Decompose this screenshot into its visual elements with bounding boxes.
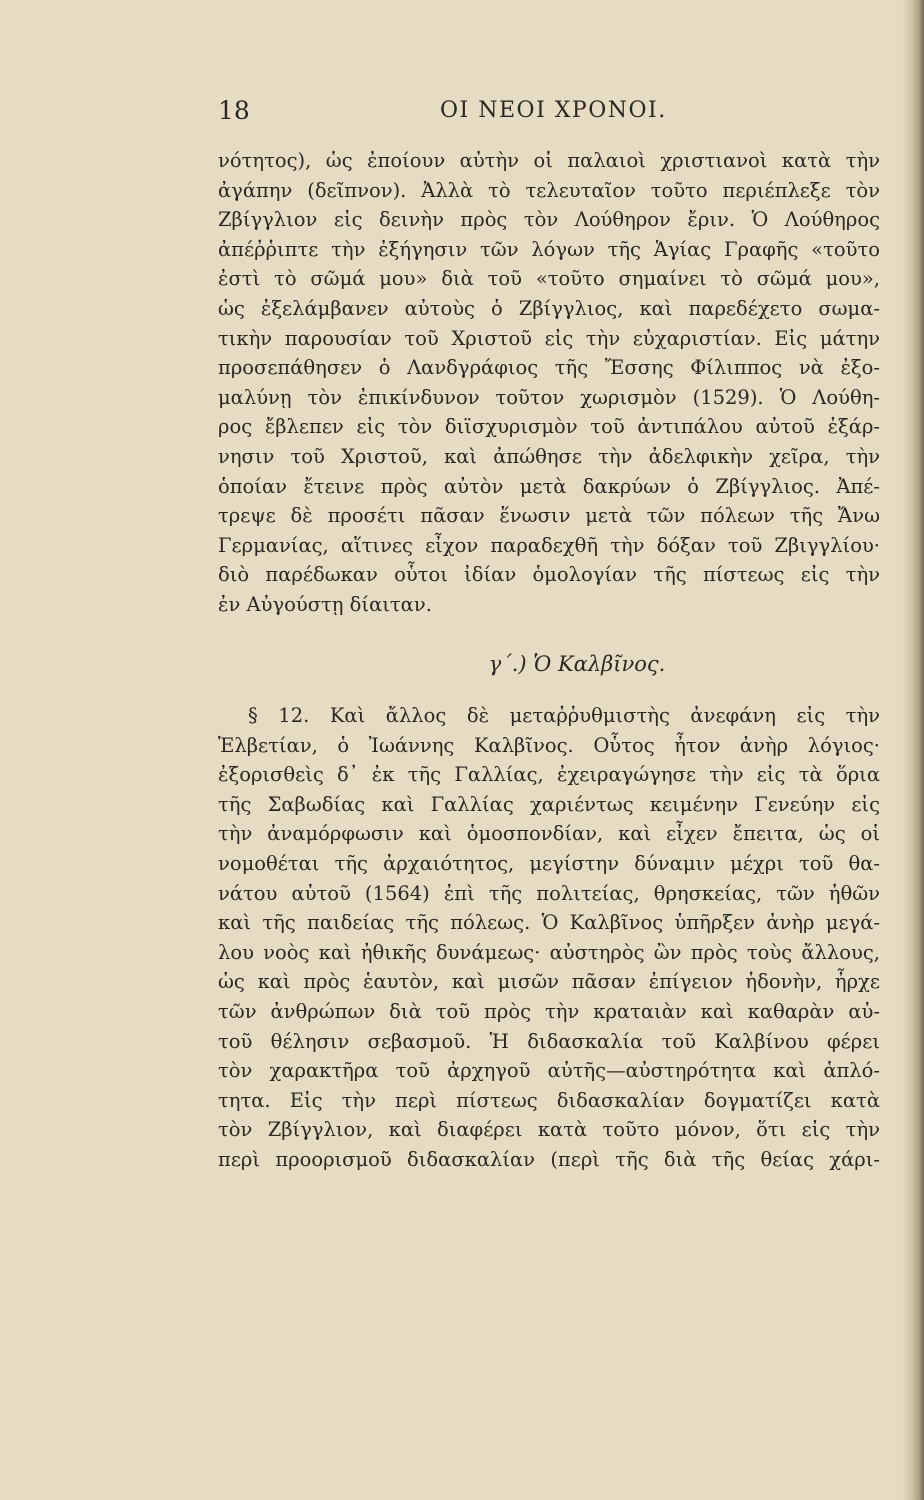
text-line: τικὴν παρουσίαν τοῦ Χριστοῦ εἰς τὴν εὐχαριστίαν. Εἰς μάτην bbox=[218, 326, 880, 350]
text-line: νομοθέται τῆς ἀρχαιότητος, μεγίστην δύναμιν μέχρι τοῦ θα- bbox=[218, 852, 880, 876]
text-line: ἀπέῤῥιπτε τὴν ἐξήγησιν τῶν λόγων τῆς Ἁγίας Γραφῆς «τοῦτο bbox=[218, 237, 880, 261]
text-line: τὸν χαρακτῆρα τοῦ ἀρχηγοῦ αὐτῆς—αὐστηρότητα καὶ ἁπλό- bbox=[218, 1059, 880, 1083]
running-title: ΟΙ ΝΕΟΙ ΧΡΟΝΟΙ. bbox=[440, 98, 667, 123]
text-line: τῆς Σαβωδίας καὶ Γαλλίας χαριέντως κειμένην Γενεύην εἰς bbox=[218, 792, 880, 816]
paragraph-1 bbox=[218, 146, 880, 620]
text-line: λου νοὸς καὶ ἠθικῆς δυνάμεως· αὐστηρὸς ὢν πρὸς τοὺς ἄλλους, bbox=[218, 940, 880, 964]
page-number: 18 bbox=[218, 96, 250, 125]
text-line: νότητος), ὡς ἐποίουν αὐτὴν οἱ παλαιοὶ χριστιανοὶ κατὰ τὴν bbox=[218, 149, 880, 172]
text-line: νησιν τοῦ Χριστοῦ, καὶ ἀπώθησε τὴν ἀδελφικὴν χεῖρα, τὴν bbox=[218, 444, 880, 468]
text-line: τῶν ἀνθρώπων διὰ τοῦ πρὸς τὴν κραταιὰν καὶ καθαρὰν αὐ- bbox=[218, 1000, 880, 1024]
body-text bbox=[218, 146, 880, 1175]
text-line: § 12. Καὶ ἄλλος δὲ μεταῤῥυθμιστὴς ἀνεφάνη εἰς τὴν bbox=[248, 704, 880, 728]
text-line: τὴν ἀναμόρφωσιν καὶ ὁμοσπονδίαν, καὶ εἶχεν ἔπειτα, ὡς οἱ bbox=[218, 822, 880, 846]
text-line: μαλύνῃ τὸν ἐπικίνδυνον τοῦτον χωρισμὸν (1529). Ὁ Λούθη- bbox=[218, 385, 880, 409]
text-line: περὶ προορισμοῦ διδασκαλίαν (περὶ τῆς διὰ τῆς θείας χάρι- bbox=[218, 1148, 880, 1171]
text-line: ἐξορισθεὶς δ᾿ ἐκ τῆς Γαλλίας, ἐχειραγώγησε τὴν εἰς τὰ ὅρια bbox=[218, 763, 880, 787]
text-line: ἐστὶ τὸ σῶμά μου» διὰ τοῦ «τοῦτο σημαίνει τὸ σῶμά μου», bbox=[218, 267, 880, 291]
text-line: ὡς καὶ πρὸς ἑαυτὸν, καὶ μισῶν πᾶσαν ἐπίγειον ἡδονὴν, ἦρχε bbox=[218, 970, 880, 994]
section-heading: γ΄.) Ὁ Καλβῖνος. bbox=[488, 651, 666, 676]
text-line: τρεψε δὲ προσέτι πᾶσαν ἕνωσιν μετὰ τῶν πόλεων τῆς Ἄνω bbox=[218, 504, 880, 528]
text-line: ἀγάπην (δεῖπνον). Ἀλλὰ τὸ τελευταῖον τοῦτο περιέπλεξε τὸν bbox=[218, 178, 880, 202]
text-line: ὡς ἐξελάμβανεν αὐτοὺς ὁ Ζβίγγλιος, καὶ παρεδέχετο σωμα- bbox=[218, 296, 880, 320]
page-edge bbox=[902, 0, 924, 1500]
page-header bbox=[218, 96, 878, 136]
text-line: διὸ παρέδωκαν οὗτοι ἰδίαν ὁμολογίαν τῆς πίστεως εἰς τὴν bbox=[218, 563, 880, 587]
text-line: τοῦ θέλησιν σεβασμοῦ. Ἡ διδασκαλία τοῦ Καλβίνου φέρει bbox=[218, 1029, 880, 1053]
text-line: προσεπάθησεν ὁ Λανδγράφιος τῆς Ἔσσης Φίλιππος νὰ ἐξο- bbox=[218, 356, 880, 380]
text-line: ὁποίαν ἔτεινε πρὸς αὐτὸν μετὰ δακρύων ὁ Ζβίγγλιος. Ἀπέ- bbox=[218, 474, 880, 498]
text-line: ἐν Αὐγούστῃ δίαιταν. bbox=[218, 592, 432, 616]
text-line: τὸν Ζβίγγλιον, καὶ διαφέρει κατὰ τοῦτο μόνον, ὅτι εἰς τὴν bbox=[218, 1118, 880, 1142]
text-line: Ἑλβετίαν, ὁ Ἰωάννης Καλβῖνος. Οὗτος ἦτον ἀνὴρ λόγιος· bbox=[218, 733, 880, 757]
text-line: νάτου αὐτοῦ (1564) ἐπὶ τῆς πολιτείας, θρησκείας, τῶν ἠθῶν bbox=[218, 881, 880, 905]
text-line: καὶ τῆς παιδείας τῆς πόλεως. Ὁ Καλβῖνος ὑπῆρξεν ἀνὴρ μεγά- bbox=[218, 911, 880, 935]
text-line: τητα. Εἰς τὴν περὶ πίστεως διδασκαλίαν δογματίζει κατὰ bbox=[218, 1088, 880, 1112]
text-line: ρος ἔβλεπεν εἰς τὸν διϊσχυρισμὸν τοῦ ἀντιπάλου αὐτοῦ ἐξάρ- bbox=[218, 415, 880, 439]
text-line: Ζβίγγλιον εἰς δεινὴν πρὸς τὸν Λούθηρον ἔριν. Ὁ Λούθηρος bbox=[218, 208, 880, 232]
text-line: Γερμανίας, αἵτινες εἶχον παραδεχθῆ τὴν δόξαν τοῦ Ζβιγγλίου· bbox=[218, 533, 880, 557]
paragraph-2 bbox=[218, 701, 880, 1175]
